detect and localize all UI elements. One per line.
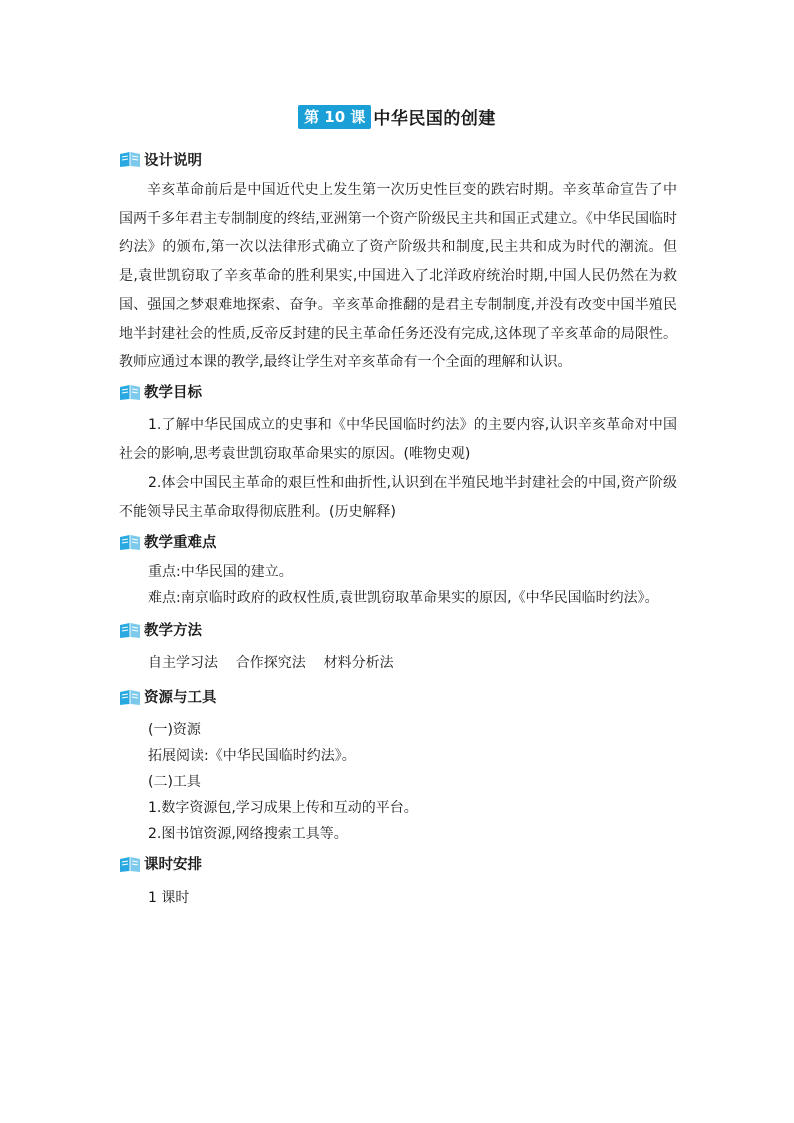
section-heading-design bbox=[119, 148, 677, 170]
open-book-icon bbox=[119, 533, 141, 551]
open-book-icon bbox=[119, 150, 141, 168]
design-paragraph: 辛亥革命前后是中国近代史上发生第一次历史性巨变的跌宕时期。辛亥革命宣告了中国两千多年君主专制制度的终结,亚洲第一个资产阶级民主共和国正式建立。《中华民国临时约法》的颁布,第一次以法律形式确立了资产阶级共和制度,民主共和成为时代的潮流。但是,袁世凯窃取了辛亥革命的胜利果实,中国进入了北洋政府统治时期,中国人民仍然在为救国、强国之梦艰难地探索、奋争。辛亥革命推翻的是君主专制制度,并没有改变中国半殖民地半封建社会的性质,反帝反封建的民主革命任务还没有完成,这体现了辛亥革命的局限性。教师应通过本课的教学,最终让学生对辛亥革命有一个全面的理解和认识。 bbox=[119, 182, 677, 371]
section-title: 教学方法 bbox=[144, 623, 202, 640]
open-book-icon bbox=[119, 855, 141, 873]
lesson-number-badge: 第 10 课 bbox=[298, 105, 371, 129]
section-heading-goals bbox=[119, 381, 677, 403]
resource-line: (二)工具 bbox=[148, 773, 201, 790]
section-heading-keypoints bbox=[119, 531, 677, 553]
schedule-text: 1 课时 bbox=[148, 889, 190, 906]
methods-list: 自主学习法 合作探究法 材料分析法 bbox=[148, 654, 394, 671]
section-title: 教学目标 bbox=[144, 385, 202, 402]
goal-item-2: 2.体会中国民主革命的艰巨性和曲折性,认识到在半殖民地半封建社会的中国,资产阶级不能领导民主革命取得彻底胜利。(历史解释) bbox=[119, 474, 677, 520]
section-heading-schedule bbox=[119, 853, 677, 875]
key-focus: 重点:中华民国的建立。 bbox=[148, 563, 293, 580]
resource-line: 2.图书馆资源,网络搜索工具等。 bbox=[148, 825, 348, 842]
resource-line: 拓展阅读:《中华民国临时约法》。 bbox=[148, 747, 356, 764]
goal-item-1: 1.了解中华民国成立的史事和《中华民国临时约法》的主要内容,认识辛亥革命对中国社会的影响,思考袁世凯窃取革命果实的原因。(唯物史观) bbox=[119, 416, 677, 462]
key-difficulty: 难点:南京临时政府的政权性质,袁世凯窃取革命果实的原因,《中华民国临时约法》。 bbox=[148, 589, 659, 606]
open-book-icon bbox=[119, 621, 141, 639]
open-book-icon bbox=[119, 688, 141, 706]
section-heading-resources bbox=[119, 686, 677, 708]
page-title: 中华民国的创建 bbox=[373, 109, 496, 129]
lesson-content bbox=[119, 148, 677, 911]
section-title: 教学重难点 bbox=[144, 535, 217, 552]
section-title: 资源与工具 bbox=[144, 690, 217, 707]
resource-line: (一)资源 bbox=[148, 721, 201, 738]
section-heading-methods bbox=[119, 619, 677, 641]
resources-list bbox=[119, 717, 677, 847]
open-book-icon bbox=[119, 383, 141, 401]
lesson-title-row bbox=[0, 104, 794, 129]
section-title: 设计说明 bbox=[144, 152, 202, 169]
resource-line: 1.数字资源包,学习成果上传和互动的平台。 bbox=[148, 799, 418, 816]
section-title: 课时安排 bbox=[144, 857, 202, 874]
